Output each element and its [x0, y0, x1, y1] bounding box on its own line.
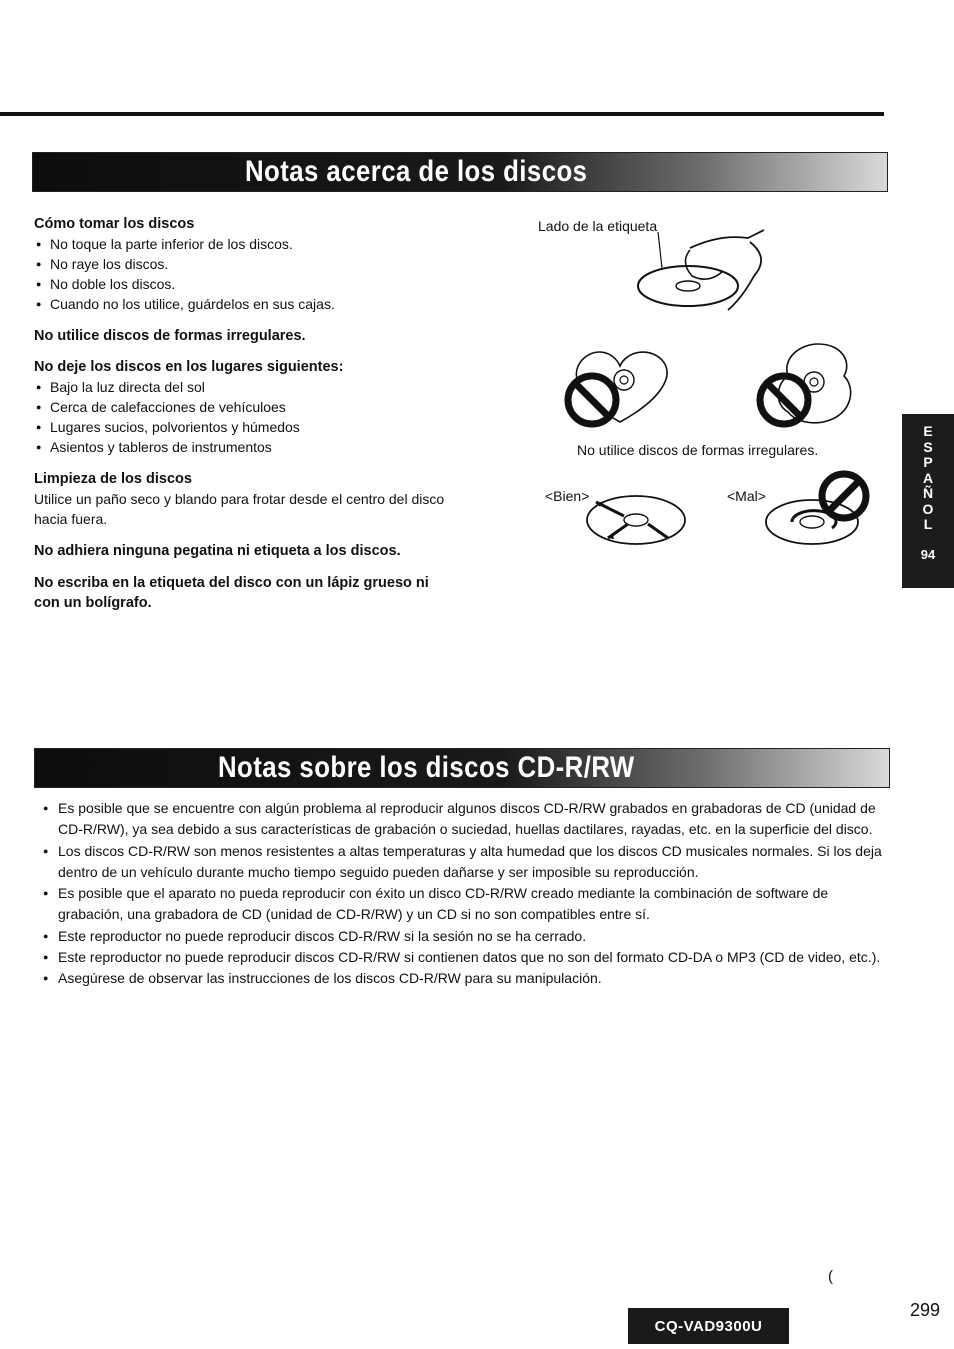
top-rule [0, 112, 884, 116]
list-item: ● Cerca de calefacciones de vehículoes [34, 397, 464, 417]
side-tab-page: 94 [920, 546, 936, 562]
list-item: ● Asientos y tableros de instrumentos [34, 437, 464, 457]
margin-mark: ( [828, 1268, 833, 1285]
cleaning-heading: Limpieza de los discos [34, 471, 192, 487]
list-item: ● No raye los discos. [34, 254, 464, 274]
places-list [34, 377, 464, 457]
side-tab-letter: S [923, 438, 933, 455]
stickers-heading: No adhiera ninguna pegatina ni etiqueta a los discos. [34, 543, 401, 559]
bad-wipe-disc-prohibited-illustration [762, 470, 872, 550]
section-banner-discs [32, 152, 888, 192]
section-banner-cdrw [34, 748, 890, 788]
side-tab-letter: E [923, 423, 933, 439]
places-heading: No deje los discos en los lugares siguientes: [34, 359, 344, 375]
irregular-heading: No utilice discos de formas irregulares. [34, 328, 306, 344]
pen-heading: No escriba en la etiqueta del disco con un lápiz grueso ni con un bolígrafo. [34, 575, 429, 611]
irregular-caption: No utilice discos de formas irregulares. [577, 442, 819, 458]
bad-label: <Mal> [727, 488, 766, 504]
list-item: ● Los discos CD-R/RW son menos resistentes a altas temperaturas y alta humedad que los discos CD musicales normales. Si los deja dentro de un vehículo durante mucho tiempo seguido pueden dañarse y ser imposible su reproducción. [40, 841, 895, 884]
section-title: Notas acerca de los discos [245, 155, 588, 188]
list-item: ● Lugares sucios, polvorientos y húmedos [34, 417, 464, 437]
good-wipe-disc-illustration [584, 492, 688, 548]
side-tab-letter: P [923, 454, 933, 470]
language-side-tab [902, 414, 954, 588]
handling-list [34, 234, 464, 314]
star-disc-prohibited-illustration [752, 340, 862, 430]
side-tab-letter: Ñ [922, 485, 934, 501]
side-tab-letter: O [922, 500, 934, 517]
list-item: ● Es posible que se encuentre con algún problema al reproducir algunos discos CD-R/RW grabados en grabadoras de CD (unidad de CD-R/RW), ya sea debido a sus características de grabación o suciedad, huellas dactilares, rayadas, etc. en la superficie del disco. [40, 798, 895, 841]
list-item: ● Cuando no los utilice, guárdelos en sus cajas. [34, 294, 464, 314]
list-item: ● No doble los discos. [34, 274, 464, 294]
handling-notes [34, 214, 464, 613]
list-item: ● No toque la parte inferior de los discos. [34, 234, 464, 254]
heart-disc-prohibited-illustration [560, 344, 680, 428]
side-tab-letter: A [922, 469, 934, 486]
cdrw-notes-list [40, 798, 895, 990]
section-title: Notas sobre los discos CD-R/RW [218, 751, 635, 784]
list-item: ● Este reproductor no puede reproducir discos CD-R/RW si la sesión no se ha cerrado. [40, 926, 895, 947]
list-item: ● Este reproductor no puede reproducir discos CD-R/RW si contienen datos que no son del formato CD-DA o MP3 (CD de video, etc.). [40, 947, 895, 968]
hand-holding-disc-illustration [630, 228, 780, 318]
list-item: ● Bajo la luz directa del sol [34, 377, 464, 397]
side-tab-letter: L [923, 516, 933, 532]
list-item: ● Asegúrese de observar las instrucciones de los discos CD-R/RW para su manipulación. [40, 968, 895, 989]
cleaning-text: Utilice un paño seco y blando para frotar desde el centro del disco hacia fuera. [34, 491, 445, 527]
page-number: 299 [910, 1300, 941, 1320]
good-label: <Bien> [545, 488, 590, 504]
handling-heading: Cómo tomar los discos [34, 216, 195, 232]
label-side-caption: Lado de la etiqueta [538, 218, 658, 234]
list-item: ● Es posible que el aparato no pueda reproducir con éxito un disco CD-R/RW creado mediante la combinación de software de grabación, una grabadora de CD (unidad de CD-R/RW) y un CD si no son compatibles entre sí. [40, 883, 895, 926]
model-badge: CQ-VAD9300U [628, 1308, 789, 1344]
